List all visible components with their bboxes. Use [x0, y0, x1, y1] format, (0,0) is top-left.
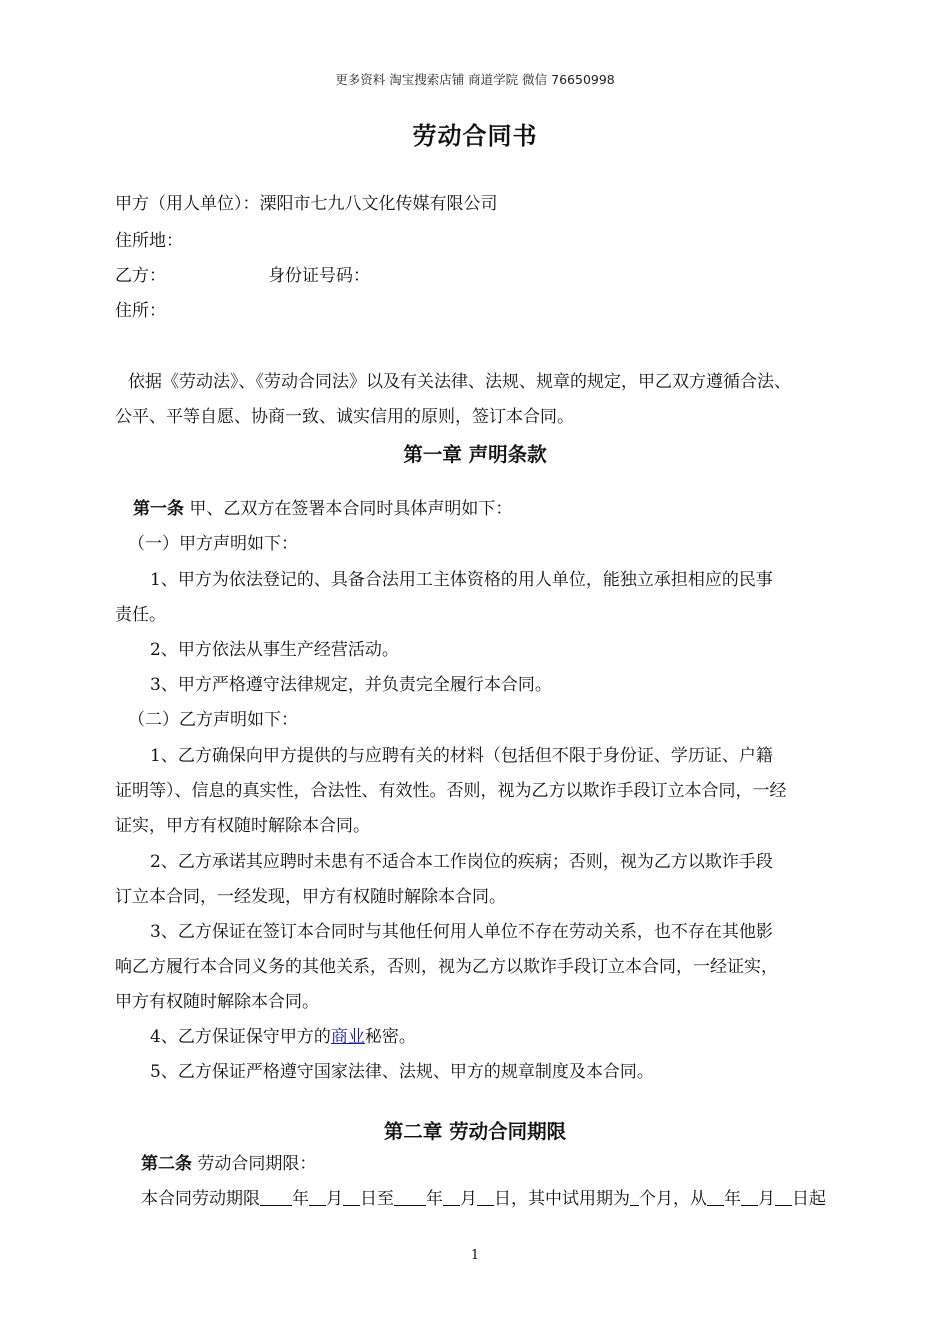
document-title: 劳动合同书	[412, 121, 538, 150]
article-1-line	[133, 498, 512, 520]
article-2-line	[141, 1153, 316, 1175]
article-2-text: 劳动合同期限：	[192, 1154, 317, 1174]
blank-probation-months[interactable]	[630, 1188, 639, 1206]
b3-line-1: 3、乙方保证在签订本合同时与其他任何用人单位不存在劳动关系，也不存在其他影	[150, 922, 773, 942]
party-a-line: 甲方（用人单位）：溧阳市七九八文化传媒有限公司	[115, 194, 498, 214]
b4-text-post: 秘密。	[364, 1027, 416, 1047]
year-label: 年	[426, 1189, 443, 1209]
blank-end-day[interactable]	[477, 1188, 494, 1206]
blank-start-year[interactable]	[260, 1188, 292, 1206]
blank-end-year[interactable]	[394, 1188, 426, 1206]
b2-line-1: 2、乙方承诺其应聘时未患有不适合本工作岗位的疾病；否则，视为乙方以欺诈手段	[150, 852, 773, 872]
blank-probation-year[interactable]	[707, 1188, 724, 1206]
b4-line	[150, 1026, 416, 1048]
business-link[interactable]: 商业	[330, 1027, 365, 1047]
article-2-label: 第二条	[141, 1154, 192, 1174]
a1-line-1: 1、甲方为依法登记的、具备合法用工主体资格的用人单位，能独立承担相应的民事	[150, 570, 773, 590]
b3-line-2: 响乙方履行本合同义务的其他关系，否则，视为乙方以欺诈手段订立本合同，一经证实，	[115, 957, 778, 977]
a3-line: 3、甲方严格遵守法律规定，并负责完全履行本合同。	[150, 675, 552, 695]
id-number-label: 身份证号码：	[268, 266, 370, 286]
blank-start-month[interactable]	[309, 1188, 326, 1206]
day-to-label: 日至	[360, 1189, 394, 1209]
month-label: 月	[758, 1189, 775, 1209]
b1-line-1: 1、乙方确保向甲方提供的与应聘有关的材料（包括但不限于身份证、学历证、户籍	[150, 746, 773, 766]
page-number: 1	[470, 1248, 480, 1263]
term-text: 本合同劳动期限	[141, 1189, 260, 1209]
blank-end-month[interactable]	[443, 1188, 460, 1206]
day-label: 日，其中试用期为	[494, 1189, 630, 1209]
b3-line-3: 甲方有权随时解除本合同。	[115, 992, 319, 1012]
months-from-label: 个月，从	[639, 1189, 707, 1209]
blank-probation-day[interactable]	[775, 1188, 792, 1206]
header-note: 更多资料 淘宝搜索店铺 商道学院 微信 76650998	[335, 72, 615, 87]
party-a-declaration-heading: （一）甲方声明如下：	[128, 534, 298, 554]
preamble-line-2: 公平、平等自愿、协商一致、诚实信用的原则，签订本合同。	[115, 407, 574, 427]
article-1-label: 第一条	[133, 499, 184, 519]
b1-line-2: 证明等）、信息的真实性，合法性、有效性。否则，视为乙方以欺诈手段订立本合同，一经	[115, 781, 787, 801]
month-label: 月	[326, 1189, 343, 1209]
party-b-label: 乙方：	[115, 266, 166, 286]
b2-line-2: 订立本合同，一经发现，甲方有权随时解除本合同。	[115, 887, 506, 907]
preamble-line-1: 依据《劳动法》、《劳动合同法》以及有关法律、法规、规章的规定，甲乙双方遵循合法、	[128, 372, 791, 392]
contract-term-line	[141, 1188, 826, 1210]
blank-probation-month[interactable]	[741, 1188, 758, 1206]
month-label: 月	[460, 1189, 477, 1209]
address-a-line: 住所地：	[115, 231, 183, 251]
address-b-line: 住所：	[115, 301, 166, 321]
day-start-label: 日起	[792, 1189, 826, 1209]
b4-text-pre: 4、乙方保证保守甲方的	[150, 1027, 331, 1047]
chapter-1-title: 第一章 声明条款	[403, 443, 547, 466]
party-b-line	[115, 265, 370, 287]
party-b-declaration-heading: （二）乙方声明如下：	[128, 710, 298, 730]
year-label: 年	[292, 1189, 309, 1209]
b5-line: 5、乙方保证严格遵守国家法律、法规、甲方的规章制度及本合同。	[150, 1062, 654, 1082]
blank-start-day[interactable]	[343, 1188, 360, 1206]
b1-line-3: 证实，甲方有权随时解除本合同。	[115, 816, 370, 836]
a2-line: 2、甲方依法从事生产经营活动。	[150, 640, 399, 660]
a1-line-2: 责任。	[115, 605, 166, 625]
year-label: 年	[724, 1189, 741, 1209]
chapter-2-title: 第二章 劳动合同期限	[383, 1120, 567, 1143]
article-1-text: 甲、乙双方在签署本合同时具体声明如下：	[184, 499, 513, 519]
